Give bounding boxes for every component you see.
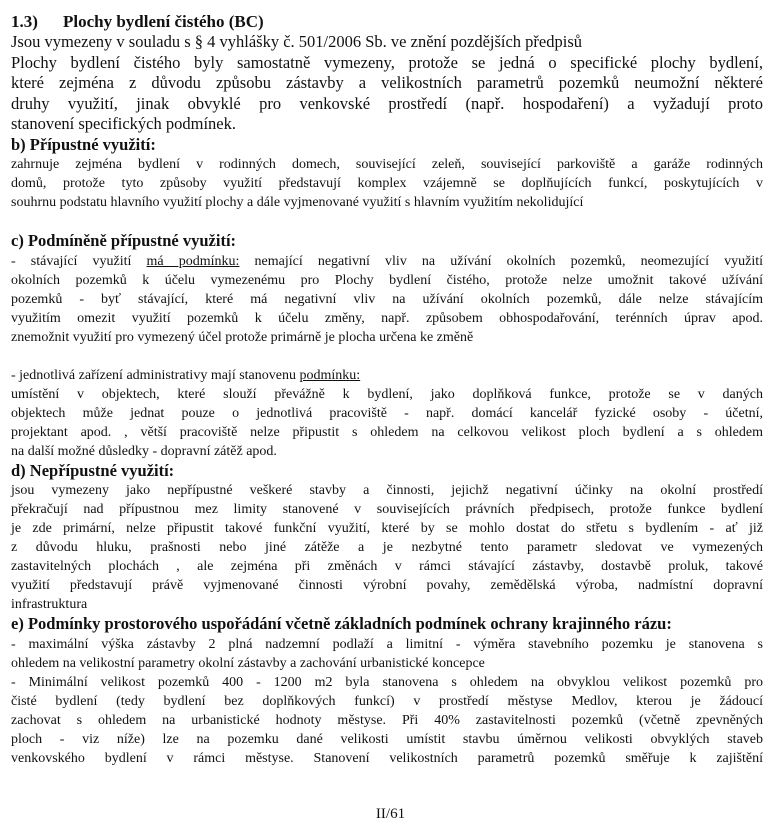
text-line: ploch - viz níže) lze na pozemku dané velikosti umístit stavbu úměrnou velikosti obvyklých staveb [11, 731, 763, 747]
underlined-condition: má podmínku: [146, 253, 240, 269]
document-page [11, 12, 763, 768]
text-line: souhrnu podstatu hlavního využití plochy a dále vyjmenované využití s hlavním využitím nekolidující [11, 195, 584, 210]
text-line: domů, protože tyto způsoby využití představují komplex vzájemně se doplňujících funkcí, poskytujících v [11, 176, 763, 191]
subsection-heading-e: e) Podmínky prostorového uspořádání včetně základních podmínek ochrany krajinného rázu: [11, 614, 672, 633]
text-line: - Minimální velikost pozemků 400 - 1200 m2 byla stanovena s ohledem na obvyklou velikost pozemků pro [11, 674, 763, 690]
section-title: Plochy bydlení čistého (BC) [63, 12, 264, 31]
section-b [11, 135, 763, 213]
intro-line: Plochy bydlení čistého byly samostatně vymezeny, protože se jedná o specifické plochy bydlení, [11, 52, 763, 72]
text-line: infrastruktura [11, 597, 88, 612]
intro-line: Jsou vymezeny v souladu s § 4 vyhlášky č. 501/2006 Sb. ve znění pozdějších předpisů [11, 32, 582, 51]
text-line: ohledem na velikostní parametry okolní zástavby a zachování urbanistické koncepce [11, 655, 485, 671]
section-heading [11, 12, 763, 32]
intro-line: které zejména z důvodu způsobu zástavby a velikostních parametrů pozemků neumožní některé [11, 73, 763, 92]
text-line: jsou vymezeny jako nepřípustné veškeré stavby a činnosti, jejichž negativní účinky na okolní prostředí [11, 483, 763, 498]
text-line: využitím omezit využití pozemků k účelu změny, např. způsobem obhospodařování, terénních úprav apod. [11, 310, 763, 326]
section-e [11, 614, 763, 768]
text-line: je zde primární, nelze připustit takové funkční využití, které by se mohlo dostat do střetu s bydlením - ať již [11, 521, 763, 536]
intro-paragraph [11, 32, 763, 135]
text-line: z důvodu hluku, prašnosti nebo jiné zátěže a je nezbytné tento parametr sledovat ve vymezených [11, 540, 763, 555]
text-line: pozemků - byť stávající, které má negativní vliv na užívání okolních pozemků, dále nelze stávajícím [11, 291, 763, 307]
text-span: nemající negativní vliv na užívání okolních pozemků, neomezující využití [239, 253, 763, 269]
text-line: - maximální výška zástavby 2 plná nadzemní podlaží a limitní - výměra stavebního pozemku je stanovena s [11, 636, 763, 652]
subsection-heading-d: d) Nepřípustné využití: [11, 460, 175, 480]
text-line [11, 252, 763, 271]
text-line: objektech může jednat pouze o jednotlivá pracoviště - např. domácí kancelář fyzické osoby - účetní, [11, 405, 763, 421]
section-c [11, 231, 763, 461]
text-line: projektant apod. , větší pracoviště nelze připustit s ohledem na celkovou velikost ploch bydlení a s ohledem [11, 424, 763, 440]
text-span: - stávající využití [11, 253, 147, 269]
text-line: umístění v objektech, které slouží převážně k bydlení, jako doplňková funkce, protože se v daných [11, 386, 763, 402]
text-line: na další možné důsledky - dopravní zátěž apod. [11, 443, 277, 459]
text-line: zachovat s ohledem na urbanistické hodnoty městyse. Při 40% zastavitelnosti pozemků (včetně zpevněných [11, 712, 763, 728]
text-line: využití představují právě vyjmenované činnosti výrobní povahy, zemědělská výroba, nadmístní dopravní [11, 578, 763, 593]
underlined-condition: podmínku: [299, 367, 361, 383]
subsection-heading-c: c) Podmíněně přípustné využití: [11, 231, 237, 250]
subsection-heading-b: b) Přípustné využití: [11, 134, 156, 154]
section-number: 1.3) [11, 12, 38, 31]
text-line: zastavitelných plochách , ale zejména při změnách v rámci stávající zástavby, dostavbě proluk, takové [11, 559, 763, 574]
text-line: čisté bydlení (tedy bydlení bez doplňkových funkcí) v prostředí městyse Medlov, kterou je žádoucí [11, 693, 763, 709]
section-d [11, 461, 763, 615]
intro-line: druhy využití, jinak obvyklé pro venkovské prostředí (např. hospodaření) a vyžadují proto [11, 93, 763, 113]
text-line: překračují nad přípustnou mez limity stanovené v souvisejících právních předpisech, protože funkce bydlení [11, 502, 763, 517]
text-line: znemožnit využití pro vymezený účel protože primárně je plocha určena ke změně [11, 329, 474, 345]
page-number: II/61 [375, 806, 406, 822]
text-line: zahrnuje zejména bydlení v rodinných domech, související zeleň, související parkoviště a garáže rodinných [11, 157, 763, 172]
text-line: venkovského bydlení v rámci městyse. Stanovení velikostních parametrů pozemků směřuje k zajištění [11, 750, 763, 766]
intro-line: stanovení specifických podmínek. [11, 114, 236, 133]
text-span: - jednotlivá zařízení administrativy mají stanovenu [11, 367, 300, 383]
text-line [11, 366, 763, 385]
text-line: okolních pozemků k účelu vymezenému pro Plochy bydlení čistého, protože nelze umožnit takové užívání [11, 272, 763, 288]
